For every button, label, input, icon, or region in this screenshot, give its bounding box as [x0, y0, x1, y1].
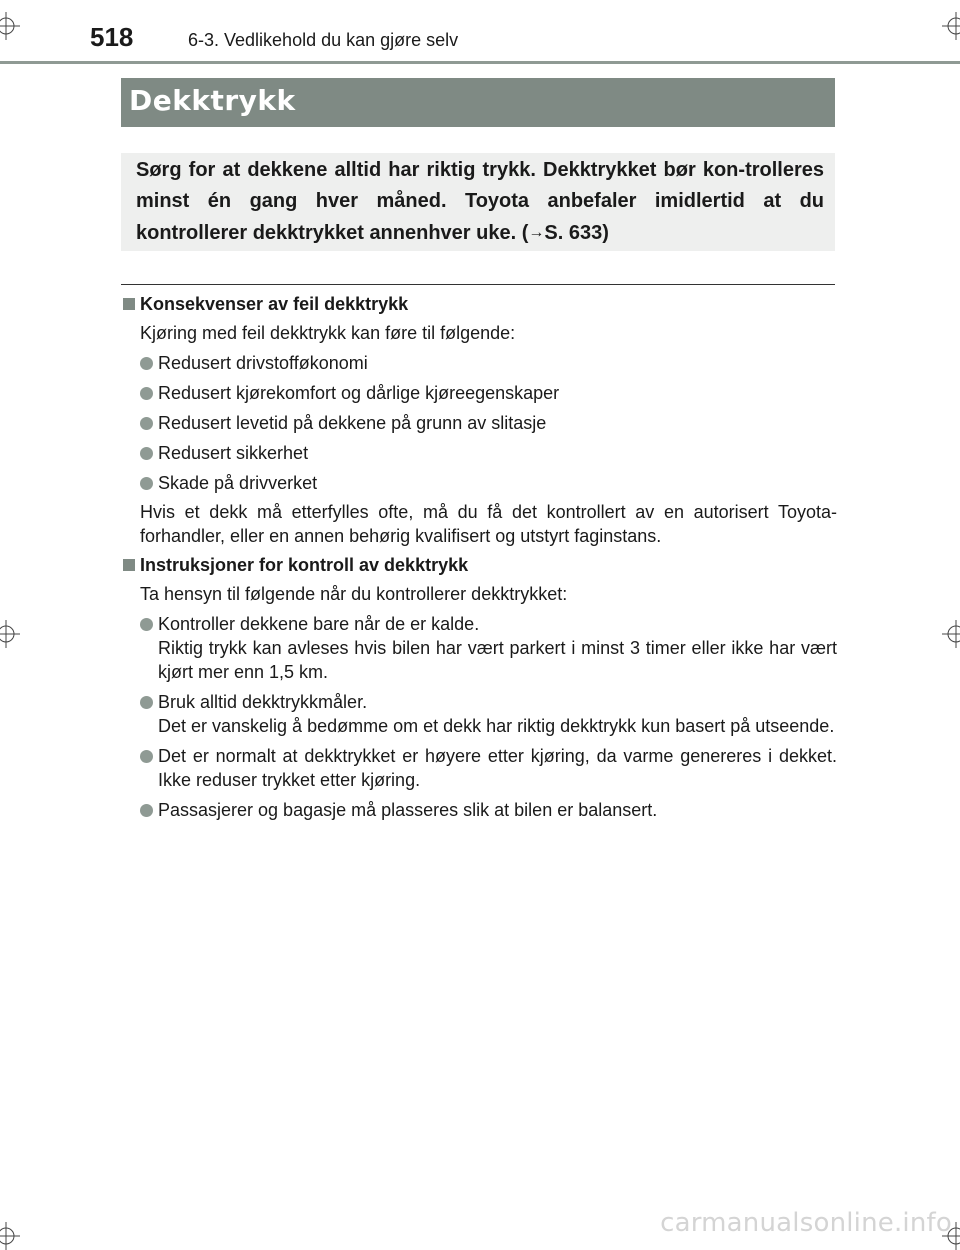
crop-mark-top-right: [942, 12, 960, 40]
list-item: [140, 351, 837, 375]
section-heading-consequences: [121, 292, 837, 316]
page-title: Dekktrykk: [129, 84, 296, 117]
crop-mark-mid-left: [0, 620, 20, 648]
list-item-text: Redusert kjørekomfort og dårlige kjøreegenskaper: [158, 383, 560, 403]
list-item: [140, 411, 837, 435]
list-item: [140, 612, 837, 684]
watermark[interactable]: carmanualsonline.info: [660, 1208, 952, 1238]
page-reference-link[interactable]: S. 633): [544, 222, 609, 244]
list-item-text: Skade på drivverket: [158, 473, 318, 493]
list-item-text: Redusert levetid på dekkene på grunn av slitasje: [158, 413, 547, 433]
page-number: 518: [90, 22, 134, 52]
list-item: [140, 441, 837, 465]
intro-box: [121, 153, 835, 251]
list-item-title: Det er normalt at dekktrykket er høyere etter kjøring, da varme genereres i dekket. Ikke reduser trykket etter kjøring.: [158, 746, 837, 790]
list-item-detail: Det er vanskelig å bedømme om et dekk har riktig dekktrykk kun basert på utseende.: [158, 716, 835, 736]
crop-mark-mid-right: [942, 620, 960, 648]
list-item: [140, 744, 837, 792]
bullet-dot-icon: [140, 357, 153, 370]
bullet-dot-icon: [140, 477, 153, 490]
bullet-dot-icon: [140, 387, 153, 400]
arrow-icon: →: [528, 224, 545, 241]
section-heading-instructions: [121, 553, 837, 577]
main-content: [121, 290, 837, 822]
section-note: Hvis et dekk må etterfylles ofte, må du få det kontrollert av en autorisert Toyota-forhandler, eller en annen behørig kvalifisert og utstyrt faginstans.: [140, 502, 837, 546]
list-item-detail: Riktig trykk kan avleses hvis bilen har vært parkert i minst 3 timer eller ikke har vært kjørt mer enn 1,5 km.: [158, 638, 837, 682]
list-item-text: Redusert sikkerhet: [158, 443, 309, 463]
section-divider: [121, 284, 835, 285]
list-item: [140, 798, 837, 822]
square-bullet-icon: [123, 559, 135, 571]
bullet-dot-icon: [140, 750, 153, 763]
page-title-bar: [121, 78, 835, 127]
header-rule: [0, 61, 960, 64]
section-lead: Ta hensyn til følgende når du kontrollerer dekktrykket:: [140, 584, 568, 604]
heading-text: Instruksjoner for kontroll av dekktrykk: [140, 555, 469, 575]
crop-mark-bottom-left: [0, 1222, 20, 1250]
bullet-dot-icon: [140, 618, 153, 631]
heading-text: Konsekvenser av feil dekktrykk: [140, 294, 409, 314]
bullet-dot-icon: [140, 447, 153, 460]
list-item-title: Kontroller dekkene bare når de er kalde.: [158, 614, 480, 634]
square-bullet-icon: [123, 298, 135, 310]
list-item: [140, 690, 837, 738]
intro-text: [136, 155, 824, 249]
list-item: [140, 381, 837, 405]
intro-body: Sørg for at dekkene alltid har riktig trykk. Dekktrykket bør kon-trolleres minst én gang hver måned. Toyota anbefaler imidlertid at du kontrollerer dekktrykket annenhver uke. (: [136, 159, 824, 244]
section-lead: Kjøring med feil dekktrykk kan føre til følgende:: [140, 323, 516, 343]
list-item-text: Redusert drivstofføkonomi: [158, 353, 368, 373]
list-item-title: Bruk alltid dekktrykkmåler.: [158, 692, 368, 712]
crop-mark-top-left: [0, 12, 20, 40]
list-item-title: Passasjerer og bagasje må plasseres slik at bilen er balansert.: [158, 800, 658, 820]
section-title: 6-3. Vedlikehold du kan gjøre selv: [188, 30, 459, 50]
bullet-dot-icon: [140, 804, 153, 817]
bullet-dot-icon: [140, 417, 153, 430]
bullet-dot-icon: [140, 696, 153, 709]
list-item: [140, 471, 837, 495]
